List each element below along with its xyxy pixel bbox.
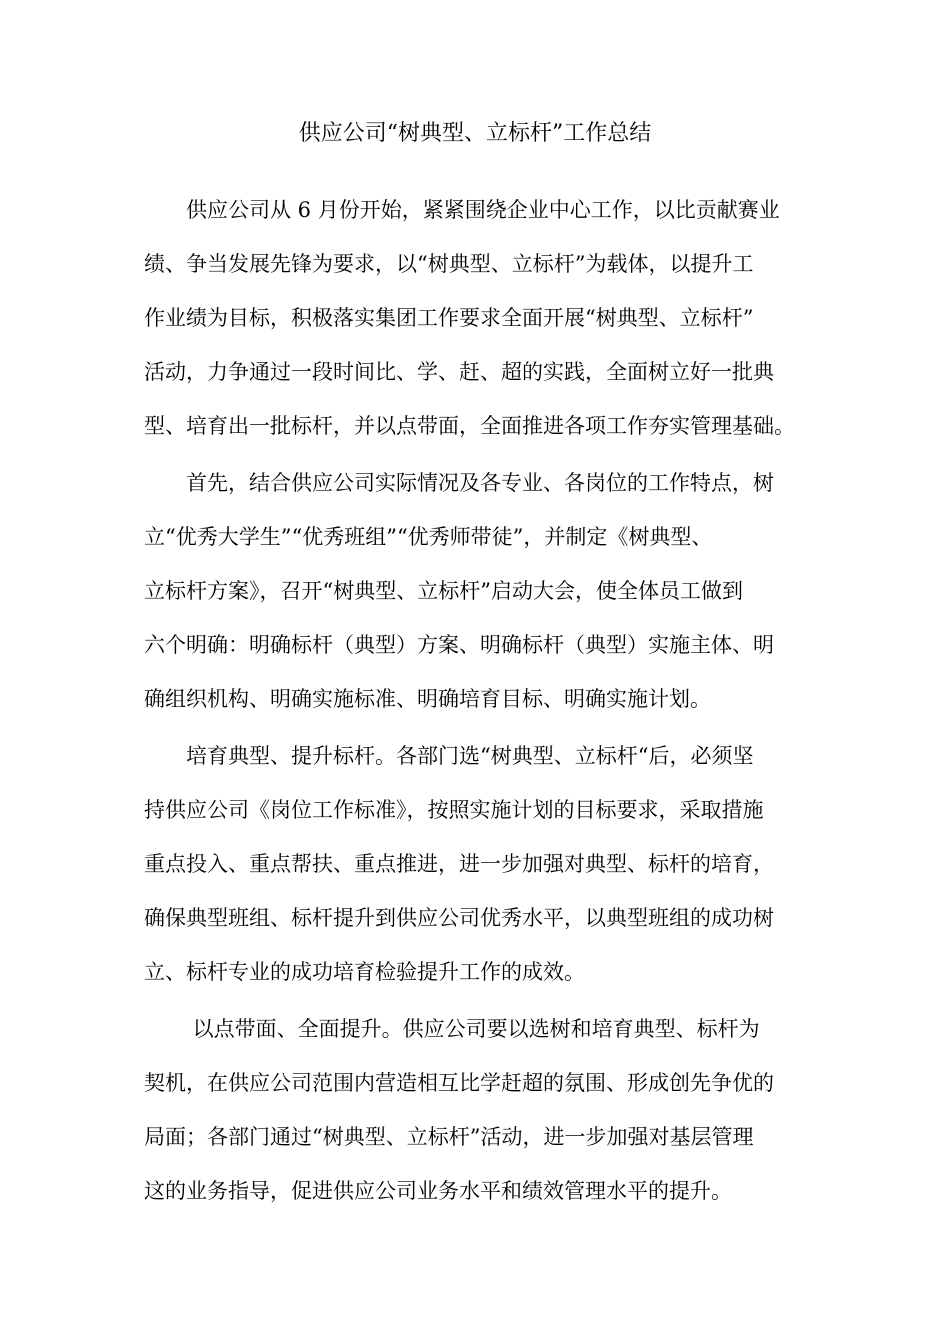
paragraph-line: 作业绩为目标，积极落实集团工作要求全面开展“树典型、立标杆” <box>144 306 754 330</box>
paragraph-line: 确保典型班组、标杆提升到供应公司优秀水平，以典型班组的成功树 <box>144 906 774 930</box>
paragraph-line: 契机，在供应公司范围内营造相互比学赶超的氛围、形成创先争优的 <box>144 1071 774 1095</box>
paragraph-line: 重点投入、重点帮扶、重点推进，进一步加强对典型、标杆的培育， <box>144 852 774 876</box>
paragraph-improve <box>144 1002 824 1218</box>
paragraph-line: 立标杆方案》，召开“树典型、立标杆”启动大会，使全体员工做到 <box>144 579 743 603</box>
paragraph-line: 绩、争当发展先锋为要求，以“树典型、立标杆”为载体，以提升工 <box>144 252 754 276</box>
paragraph-cultivate <box>144 729 824 999</box>
paragraph-line: 局面；各部门通过“树典型、立标杆”活动，进一步加强对基层管理 <box>144 1125 754 1149</box>
paragraph-first-step <box>144 456 824 726</box>
paragraph-line: 这的业务指导，促进供应公司业务水平和绩效管理水平的提升。 <box>144 1179 732 1203</box>
paragraph-line: 供应公司从 6 月份开始，紧紧围绕企业中心工作，以比贡献赛业 <box>144 198 780 222</box>
paragraph-intro <box>144 183 824 453</box>
paragraph-line: 立、标杆专业的成功培育检验提升工作的成效。 <box>144 960 585 984</box>
paragraph-line: 以点带面、全面提升。供应公司要以选树和培育典型、标杆为 <box>144 1017 760 1041</box>
paragraph-line: 型、培育出一批标杆，并以点带面，全面推进各项工作夯实管理基础。 <box>144 414 795 438</box>
paragraph-line: 立“优秀大学生”“优秀班组”“优秀师带徒”，并制定《树典型、 <box>144 525 713 549</box>
paragraph-line: 持供应公司《岗位工作标准》，按照实施计划的目标要求，采取措施 <box>144 798 764 822</box>
paragraph-line: 首先，结合供应公司实际情况及各专业、各岗位的工作特点，树 <box>144 471 774 495</box>
paragraph-line: 确组织机构、明确实施标准、明确培育目标、明确实施计划。 <box>144 687 711 711</box>
paragraph-line: 培育典型、提升标杆。各部门选“树典型、立标杆“后，必须坚 <box>144 744 754 768</box>
paragraph-line: 六个明确：明确标杆（典型）方案、明确标杆（典型）实施主体、明 <box>144 633 774 657</box>
paragraph-line: 活动，力争通过一段时间比、学、赶、超的实践，全面树立好一批典 <box>144 360 774 384</box>
document-title: 供应公司“树典型、立标杆”工作总结 <box>298 121 652 146</box>
